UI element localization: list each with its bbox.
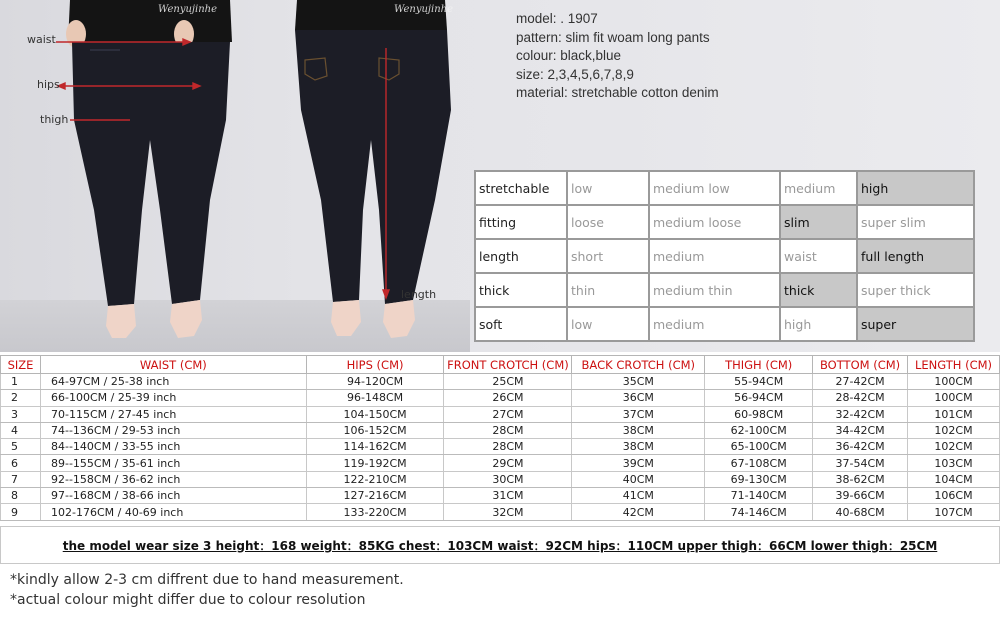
attribute-option: super slim (857, 205, 974, 239)
table-cell: 127-216CM (306, 488, 444, 504)
model-number: model: . 1907 (516, 11, 598, 26)
pattern-text: pattern: slim fit woam long pants (516, 29, 710, 45)
table-row (1, 406, 1000, 422)
size-chart-header (1, 356, 1000, 374)
attribute-option: low (567, 171, 649, 205)
size-chart-table (0, 355, 1000, 521)
column-header: BOTTOM (CM) (813, 356, 908, 374)
attribute-row-thick (475, 273, 974, 307)
material-text: material: stretchable cotton denim (516, 85, 719, 100)
table-cell: 39-66CM (813, 488, 908, 504)
table-cell: 114-162CM (306, 439, 444, 455)
table-row (1, 390, 1000, 406)
note-colour: *actual colour might differ due to colour resolution (10, 592, 366, 608)
table-cell: 40-68CM (813, 504, 908, 520)
table-row (1, 504, 1000, 520)
table-cell: 39CM (572, 455, 705, 471)
table-cell: 102CM (908, 422, 1000, 438)
table-cell: 29CM (444, 455, 572, 471)
table-cell: 31CM (444, 488, 572, 504)
table-cell: 67-108CM (705, 455, 813, 471)
table-cell: 38-62CM (813, 471, 908, 487)
table-cell: 1 (1, 374, 41, 390)
table-cell: 101CM (908, 406, 1000, 422)
attribute-option: medium (780, 171, 857, 205)
table-cell: 96-148CM (306, 390, 444, 406)
table-cell: 36CM (572, 390, 705, 406)
table-cell: 133-220CM (306, 504, 444, 520)
table-cell: 40CM (572, 471, 705, 487)
table-row (1, 471, 1000, 487)
column-header: HIPS (CM) (306, 356, 444, 374)
table-cell: 8 (1, 488, 41, 504)
table-cell: 66-100CM / 25-39 inch (40, 390, 306, 406)
attribute-option-selected: full length (857, 239, 974, 273)
table-cell: 32CM (444, 504, 572, 520)
table-cell: 60-98CM (705, 406, 813, 422)
column-header: THIGH (CM) (705, 356, 813, 374)
table-cell: 107CM (908, 504, 1000, 520)
attribute-option-selected: super (857, 307, 974, 341)
attribute-option: medium (649, 239, 780, 273)
table-cell: 104CM (908, 471, 1000, 487)
column-header: FRONT CROTCH (CM) (444, 356, 572, 374)
table-cell: 102-176CM / 40-69 inch (40, 504, 306, 520)
table-cell: 36-42CM (813, 439, 908, 455)
table-row (1, 422, 1000, 438)
label-hips: hips (37, 78, 60, 91)
attribute-row-fitting (475, 205, 974, 239)
table-cell: 64-97CM / 25-38 inch (40, 374, 306, 390)
label-thigh: thigh (40, 113, 69, 126)
table-cell: 104-150CM (306, 406, 444, 422)
attribute-option: loose (567, 205, 649, 239)
table-cell: 69-130CM (705, 471, 813, 487)
attribute-option-selected: high (857, 171, 974, 205)
table-cell: 84--140CM / 33-55 inch (40, 439, 306, 455)
attribute-option: short (567, 239, 649, 273)
table-row (1, 488, 1000, 504)
table-cell: 106-152CM (306, 422, 444, 438)
table-cell: 100CM (908, 390, 1000, 406)
table-cell: 38CM (572, 439, 705, 455)
table-cell: 6 (1, 455, 41, 471)
table-cell: 55-94CM (705, 374, 813, 390)
measurement-arrows (0, 0, 470, 352)
attribute-row-length (475, 239, 974, 273)
colour-text: colour: black,blue (516, 48, 622, 63)
table-row (1, 374, 1000, 390)
table-cell: 41CM (572, 488, 705, 504)
table-cell: 26CM (444, 390, 572, 406)
table-cell: 122-210CM (306, 471, 444, 487)
table-cell: 97--168CM / 38-66 inch (40, 488, 306, 504)
table-cell: 34-42CM (813, 422, 908, 438)
brand-logo-back: Wenyujinhe (394, 4, 454, 15)
table-cell: 32-42CM (813, 406, 908, 422)
table-cell: 27CM (444, 406, 572, 422)
size-text: size: 2,3,4,5,6,7,8,9 (516, 66, 634, 82)
table-cell: 35CM (572, 374, 705, 390)
table-cell: 25CM (444, 374, 572, 390)
table-cell: 119-192CM (306, 455, 444, 471)
table-row (1, 455, 1000, 471)
attribute-option: thin (567, 273, 649, 307)
attribute-option: waist (780, 239, 857, 273)
attribute-name: length (475, 239, 567, 273)
table-cell: 7 (1, 471, 41, 487)
table-cell: 70-115CM / 27-45 inch (40, 406, 306, 422)
attribute-option: medium low (649, 171, 780, 205)
note-measurement: *kindly allow 2-3 cm diffrent due to hand measurement. (10, 572, 404, 588)
attribute-option: medium loose (649, 205, 780, 239)
table-row (1, 439, 1000, 455)
table-cell: 27-42CM (813, 374, 908, 390)
table-cell: 71-140CM (705, 488, 813, 504)
table-cell: 28-42CM (813, 390, 908, 406)
table-cell: 94-120CM (306, 374, 444, 390)
column-header: BACK CROTCH (CM) (572, 356, 705, 374)
table-cell: 65-100CM (705, 439, 813, 455)
column-header: WAIST (CM) (40, 356, 306, 374)
table-cell: 103CM (908, 455, 1000, 471)
table-cell: 56-94CM (705, 390, 813, 406)
model-wear-info: the model wear size 3 height：168 weight：85KG chest：103CM waist：92CM hips：110CM upper thigh：66CM lower thigh：25CM (0, 526, 1000, 564)
attribute-grid (474, 170, 975, 342)
attribute-row-soft (475, 307, 974, 341)
attribute-option-selected: slim (780, 205, 857, 239)
table-cell: 37CM (572, 406, 705, 422)
product-info (516, 10, 719, 103)
attribute-row-stretchable (475, 171, 974, 205)
label-waist: waist (27, 33, 56, 46)
table-cell: 5 (1, 439, 41, 455)
attribute-name: soft (475, 307, 567, 341)
table-cell: 9 (1, 504, 41, 520)
attribute-option: high (780, 307, 857, 341)
attribute-option-selected: thick (780, 273, 857, 307)
table-cell: 30CM (444, 471, 572, 487)
attribute-name: thick (475, 273, 567, 307)
table-cell: 102CM (908, 439, 1000, 455)
label-length: length (401, 288, 437, 301)
notes (10, 570, 404, 610)
brand-logo: Wenyujinhe (158, 4, 218, 15)
table-cell: 89--155CM / 35-61 inch (40, 455, 306, 471)
table-cell: 74--136CM / 29-53 inch (40, 422, 306, 438)
table-cell: 4 (1, 422, 41, 438)
attribute-option: medium thin (649, 273, 780, 307)
table-cell: 38CM (572, 422, 705, 438)
attribute-option: low (567, 307, 649, 341)
table-cell: 74-146CM (705, 504, 813, 520)
table-cell: 42CM (572, 504, 705, 520)
table-cell: 100CM (908, 374, 1000, 390)
column-header: SIZE (1, 356, 41, 374)
table-cell: 92--158CM / 36-62 inch (40, 471, 306, 487)
attribute-name: fitting (475, 205, 567, 239)
column-header: LENGTH (CM) (908, 356, 1000, 374)
table-cell: 62-100CM (705, 422, 813, 438)
attribute-option: medium (649, 307, 780, 341)
table-cell: 28CM (444, 439, 572, 455)
attribute-option: super thick (857, 273, 974, 307)
attribute-name: stretchable (475, 171, 567, 205)
table-cell: 37-54CM (813, 455, 908, 471)
table-cell: 106CM (908, 488, 1000, 504)
table-cell: 3 (1, 406, 41, 422)
table-cell: 28CM (444, 422, 572, 438)
table-cell: 2 (1, 390, 41, 406)
